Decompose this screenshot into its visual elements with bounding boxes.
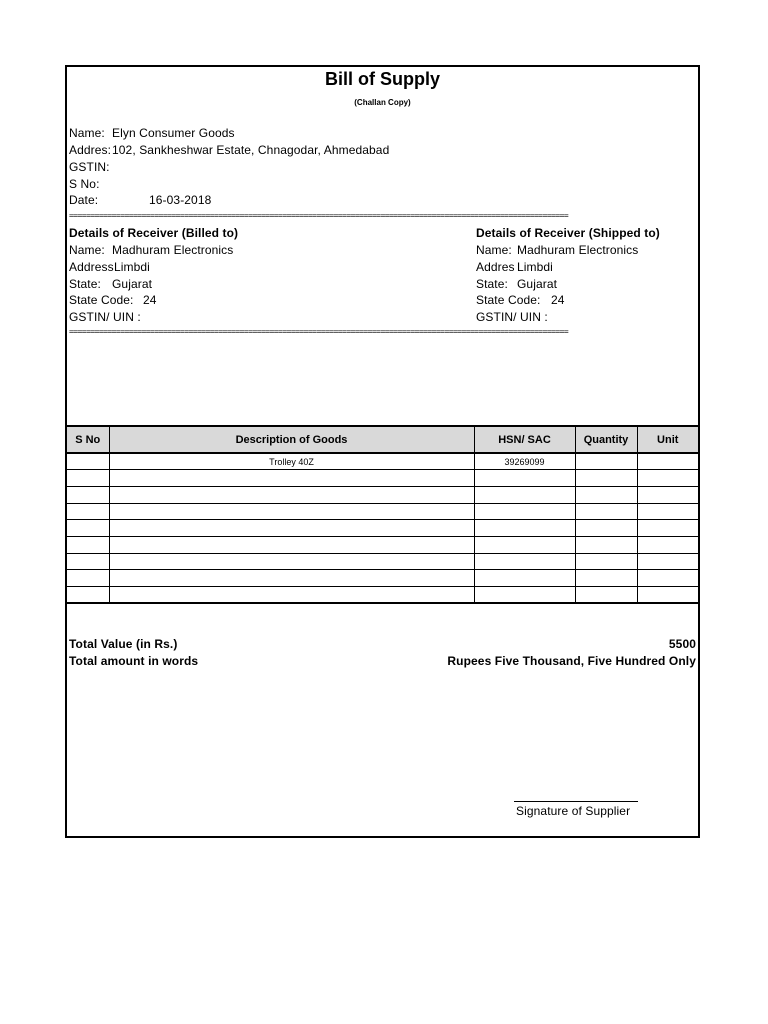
cell-hsn-sac	[474, 470, 575, 487]
shipped-to-gstin-label: GSTIN/ UIN :	[476, 310, 548, 324]
cell-quantity	[575, 470, 637, 487]
supplier-name-label: Name:	[69, 126, 105, 140]
shipped-to-state-label: State:	[476, 277, 508, 291]
supplier-address-label: Addres:	[69, 143, 112, 157]
supplier-address: 102, Sankheshwar Estate, Chnagodar, Ahmedabad	[112, 143, 390, 157]
table-row	[67, 470, 698, 487]
cell-hsn-sac: 39269099	[474, 453, 575, 470]
cell-quantity	[575, 520, 637, 537]
cell-unit	[637, 486, 698, 503]
cell-quantity	[575, 570, 637, 587]
bill-of-supply-sheet	[65, 65, 700, 838]
cell-unit	[637, 453, 698, 470]
total-words: Rupees Five Thousand, Five Hundred Only	[447, 654, 696, 668]
billed-to-heading: Details of Receiver (Billed to)	[69, 226, 239, 240]
billed-to-gstin-label: GSTIN/ UIN :	[69, 310, 141, 324]
cell-quantity	[575, 587, 637, 604]
cell-description	[109, 570, 474, 587]
header-description: Description of Goods	[109, 426, 474, 453]
cell-quantity	[575, 553, 637, 570]
cell-unit	[637, 470, 698, 487]
table-header-row	[67, 426, 698, 453]
billed-to-state-code-label: State Code:	[69, 293, 134, 307]
cell-quantity	[575, 536, 637, 553]
billed-to-state-label: State:	[69, 277, 101, 291]
cell-hsn-sac	[474, 570, 575, 587]
cell-description	[109, 503, 474, 520]
table-row	[67, 503, 698, 520]
signature-label: Signature of Supplier	[516, 804, 631, 818]
cell-hsn-sac	[474, 553, 575, 570]
shipped-to-name: Madhuram Electronics	[517, 243, 639, 257]
cell-sno	[67, 503, 109, 520]
cell-description	[109, 587, 474, 604]
cell-description: Trolley 40Z	[109, 453, 474, 470]
shipped-to-state: Gujarat	[517, 277, 558, 291]
supplier-name: Elyn Consumer Goods	[112, 126, 235, 140]
shipped-to-address-label: Addres	[476, 260, 515, 274]
supplier-date-label: Date:	[69, 193, 99, 207]
cell-sno	[67, 587, 109, 604]
document-title: Bill of Supply	[325, 69, 440, 89]
cell-hsn-sac	[474, 486, 575, 503]
signature-line	[514, 801, 638, 802]
table-row	[67, 553, 698, 570]
table-row	[67, 486, 698, 503]
total-value-label: Total Value (in Rs.)	[69, 637, 178, 651]
cell-description	[109, 536, 474, 553]
billed-to-state-code: 24	[143, 293, 157, 307]
shipped-to-state-code: 24	[551, 293, 565, 307]
header-sno: S No	[67, 426, 109, 453]
cell-quantity	[575, 503, 637, 520]
cell-quantity	[575, 486, 637, 503]
cell-description	[109, 470, 474, 487]
shipped-to-address: Limbdi	[517, 260, 553, 274]
billed-to-address-label: Address	[69, 260, 114, 274]
billed-to-name-label: Name:	[69, 243, 105, 257]
items-table	[67, 425, 698, 604]
cell-hsn-sac	[474, 503, 575, 520]
cell-description	[109, 520, 474, 537]
cell-unit	[637, 503, 698, 520]
cell-hsn-sac	[474, 520, 575, 537]
cell-sno	[67, 553, 109, 570]
cell-description	[109, 486, 474, 503]
cell-unit	[637, 570, 698, 587]
billed-to-name: Madhuram Electronics	[112, 243, 234, 257]
cell-sno	[67, 470, 109, 487]
separator-line: =====================================================================================================================	[69, 211, 569, 220]
header-unit: Unit	[637, 426, 698, 453]
cell-hsn-sac	[474, 536, 575, 553]
total-words-label: Total amount in words	[69, 654, 199, 668]
cell-unit	[637, 536, 698, 553]
supplier-date: 16-03-2018	[149, 193, 212, 207]
shipped-to-name-label: Name:	[476, 243, 512, 257]
cell-sno	[67, 536, 109, 553]
shipped-to-heading: Details of Receiver (Shipped to)	[476, 226, 660, 240]
supplier-sno-label: S No:	[69, 177, 100, 191]
cell-sno	[67, 453, 109, 470]
billed-to-address: Limbdi	[114, 260, 150, 274]
table-row	[67, 453, 698, 470]
table-row	[67, 570, 698, 587]
header-hsn-sac: HSN/ SAC	[474, 426, 575, 453]
cell-unit	[637, 553, 698, 570]
separator-line: =====================================================================================================================	[69, 327, 569, 336]
table-row	[67, 536, 698, 553]
cell-sno	[67, 486, 109, 503]
cell-unit	[637, 587, 698, 604]
cell-hsn-sac	[474, 587, 575, 604]
cell-description	[109, 553, 474, 570]
table-row	[67, 587, 698, 604]
cell-sno	[67, 570, 109, 587]
document-subtitle: (Challan Copy)	[354, 98, 411, 107]
header-quantity: Quantity	[575, 426, 637, 453]
cell-unit	[637, 520, 698, 537]
shipped-to-state-code-label: State Code:	[476, 293, 541, 307]
total-value: 5500	[668, 637, 696, 651]
supplier-gstin-label: GSTIN:	[69, 160, 110, 174]
billed-to-state: Gujarat	[112, 277, 153, 291]
cell-sno	[67, 520, 109, 537]
cell-quantity	[575, 453, 637, 470]
table-row	[67, 520, 698, 537]
